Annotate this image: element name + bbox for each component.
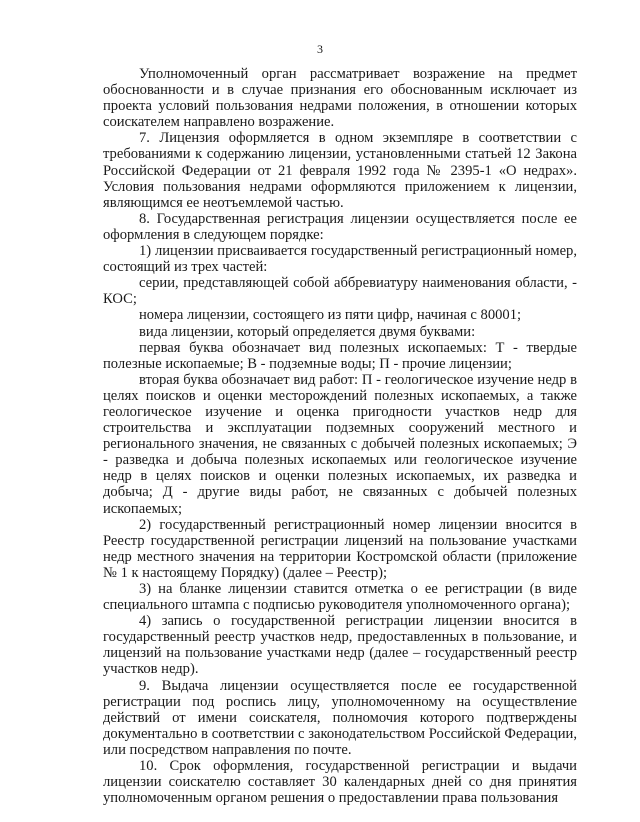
paragraph-first-letter: первая буква обозначает вид полезных ископаемых: Т - твердые полезные ископаемые; В - подземные воды; П - прочие лицензии; [103,339,577,372]
paragraph-second-letter: вторая буква обозначает вид работ: П - геологическое изучение недр в целях поисков и оценки месторождений полезных ископаемых, а также геологическое изучение и оценка пригодности участков недр для строительства и эксплуатации подземных сооружений местного и регионального значения, не связанных с добычей полезных ископаемых; Э - разведка и добыча полезных ископаемых или геологическое изучение недр в целях поисков и оценки полезных ископаемых, их разведка и добыча; Д - другие виды работ, не связанных с добычей полезных ископаемых; [103,371,577,517]
paragraph-8-3-stamp: 3) на бланке лицензии ставится отметка о ее регистрации (в виде специального штампа с подписью руководителя уполномоченного органа); [103,581,577,614]
paragraph-series: серии, представляющей собой аббревиатуру наименования области, - КОС; [103,275,577,308]
paragraph-license-type: вида лицензии, который определяется двумя буквами: [139,323,476,340]
paragraph-8-4-state-registry: 4) запись о государственной регистрации лицензии вносится в государственный реестр участков недр, предоставленных в пользование, и лицензий на пользование участками недр (далее – государственный реестр участков недр). [103,613,577,678]
paragraph-objection-review: Уполномоченный орган рассматривает возражение на предмет обоснованности и в случае признания его обоснованным исключает из проекта условий пользования недрами положения, в отношении которых соискателем направлено возражение. [103,66,577,131]
paragraph-8-registration: 8. Государственная регистрация лицензии осуществляется после ее оформления в следующем порядке: [103,210,577,243]
paragraph-8-2-registry: 2) государственный регистрационный номер лицензии вносится в Реестр государственной регистрации лицензий на пользование участками недр местного значения на территории Костромской области (приложение № 1 к настоящему Порядку) (далее – Реестр); [103,516,577,581]
page-number: 3 [317,42,323,56]
paragraph-9-issuance: 9. Выдача лицензии осуществляется после ее государственной регистрации под роспись лицу, уполномоченному на осуществление действий от имени соискателя, полномочия которого подтверждены документально в соответствии с законодательством Российской Федерации, или посредством направления по почте. [103,677,577,758]
paragraph-10-deadline: 10. Срок оформления, государственной регистрации и выдачи лицензии соискателю составляет 30 календарных дней со дня принятия уполномоченным органом решения о предоставлении права пользования [103,758,577,807]
document-body [103,66,577,806]
paragraph-8-1-number: 1) лицензии присваивается государственный регистрационный номер, состоящий из трех частей: [103,243,577,276]
paragraph-7-license-format: 7. Лицензия оформляется в одном экземпляре в соответствии с требованиями к содержанию лицензии, установленными статьей 12 Закона Российской Федерации от 21 февраля 1992 года № 2395-1 «О недрах». Условия пользования недрами оформляются приложением к лицензии, являющимся ее неотъемлемой частью. [103,130,577,211]
paragraph-license-number: номера лицензии, состоящего из пяти цифр, начиная с 80001; [139,307,522,324]
